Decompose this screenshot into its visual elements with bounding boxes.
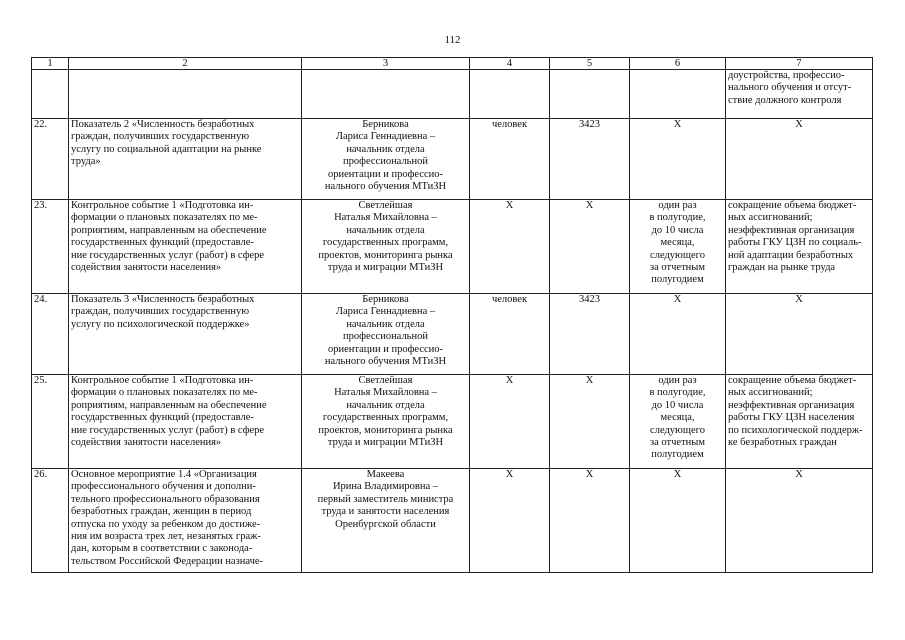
text-line: X	[795, 119, 803, 130]
continuation-row	[32, 70, 873, 119]
text-line: роприятиям, направленным на обеспечение	[71, 224, 267, 236]
text-line: Берникова	[362, 119, 409, 130]
consequences-cell	[726, 200, 873, 294]
text-line: Основное мероприятие 1.4 «Организация	[71, 469, 257, 480]
text-line: неэффективная организация	[728, 224, 855, 236]
row-number-cell: 23.	[32, 200, 69, 294]
text-line: Показатель 3 «Численность безработных	[71, 294, 255, 305]
text-line: ние государственных услуг (работ) в сфере	[71, 249, 265, 261]
text-line: нального обучения и отсут-	[728, 82, 852, 94]
text-line: Показатель 2 «Численность безработных	[71, 119, 255, 130]
text-line: государственных функций (предоставле-	[71, 237, 254, 249]
text-line: X	[673, 294, 682, 305]
text-line: безработных граждан, женщин в период	[71, 506, 252, 518]
value-cell: X	[550, 469, 630, 573]
text-line: ориентации и профессио-	[327, 343, 444, 355]
text-line: профессиональной	[343, 331, 428, 343]
activity-name-cell	[69, 200, 302, 294]
text-line: труда и миграции МТиЗН	[327, 262, 444, 274]
text-line: работы ГКУ ЦЗН по социаль-	[728, 237, 862, 249]
text-line: X	[795, 469, 803, 480]
responsible-cell	[302, 375, 470, 469]
text-line: формации о плановых показателях по ме-	[71, 212, 258, 224]
text-line: нального обучения МТиЗН	[324, 356, 447, 368]
text-line: труда и занятости населения	[321, 506, 450, 518]
text-line: ния им возраста трех лет, незанятых граж-	[71, 531, 261, 543]
text-line: Оренбургской области	[335, 518, 436, 530]
text-line: Лариса Геннадиевна –	[335, 131, 436, 143]
text-line: по психологической поддерж-	[728, 424, 863, 436]
cell-empty	[550, 70, 630, 119]
consequences-cell	[726, 375, 873, 469]
text-line: проектов, мониторинга рынка	[318, 249, 453, 261]
table-row	[32, 469, 873, 573]
consequences-cell	[726, 294, 873, 375]
text-line: X	[795, 294, 803, 305]
text-line: следующего	[650, 424, 705, 436]
text-line: полугодием	[651, 274, 704, 286]
text-line: ние государственных услуг (работ) в сфере	[71, 424, 265, 436]
text-line: начальник отдела	[346, 143, 425, 155]
text-line: Контрольное событие 1 «Подготовка ин-	[71, 375, 254, 386]
text-line: Контрольное событие 1 «Подготовка ин-	[71, 200, 254, 211]
text-line: первый заместитель министра	[317, 493, 454, 505]
text-line: государственных программ,	[322, 237, 449, 249]
period-cell	[630, 469, 726, 573]
text-line: роприятиям, направленным на обеспечение	[71, 399, 267, 411]
table-row	[32, 119, 873, 200]
text-line: один раз	[658, 375, 697, 386]
row-number-cell: 22.	[32, 119, 69, 200]
row-number-cell: 25.	[32, 375, 69, 469]
indicators-table	[31, 57, 873, 573]
unit-cell: X	[470, 469, 550, 573]
text-line: следующего	[650, 249, 705, 261]
text-line: работы ГКУ ЦЗН населения	[728, 412, 855, 424]
page-number: 112	[444, 34, 461, 46]
text-line: Ирина Владимировна –	[332, 481, 439, 493]
column-header-7: 7	[726, 58, 873, 70]
column-header-2: 2	[69, 58, 302, 70]
text-line: за отчетным	[650, 262, 705, 274]
text-line: содействия занятости населения»	[71, 262, 222, 274]
period-cell	[630, 294, 726, 375]
cell-empty	[630, 70, 726, 119]
consequences-cell	[726, 119, 873, 200]
row-number-cell: 26.	[32, 469, 69, 573]
unit-cell: X	[470, 200, 550, 294]
unit-cell: человек	[470, 119, 550, 200]
text-line: содействия занятости населения»	[71, 437, 222, 449]
value-cell: 3423	[550, 119, 630, 200]
cell-empty	[470, 70, 550, 119]
text-line: Наталья Михайловна –	[334, 387, 437, 399]
text-line: доустройства, профессио-	[728, 70, 845, 81]
text-line: сокращение объема бюджет-	[728, 200, 857, 211]
text-line: тельством Российской Федерации назначе-	[71, 555, 264, 567]
cell-empty	[69, 70, 302, 119]
text-line: государственных программ,	[322, 412, 449, 424]
table-row	[32, 375, 873, 469]
responsible-cell	[302, 294, 470, 375]
text-line: полугодием	[651, 449, 704, 461]
text-line: Наталья Михайловна –	[334, 212, 437, 224]
text-line: труда и миграции МТиЗН	[327, 437, 444, 449]
text-line: Макеева	[366, 469, 405, 480]
column-header-4: 4	[470, 58, 550, 70]
text-line: ориентации и профессио-	[327, 168, 444, 180]
column-header-6: 6	[630, 58, 726, 70]
text-line: Светлейшая	[358, 375, 413, 386]
text-line: услугу по социальной адаптации на рынке	[71, 143, 262, 155]
text-line: месяца,	[660, 412, 695, 424]
table-row	[32, 294, 873, 375]
responsible-cell	[302, 119, 470, 200]
period-cell	[630, 200, 726, 294]
period-cell	[630, 375, 726, 469]
text-line: профессионального обучения и дополни-	[71, 481, 256, 493]
text-line: нального обучения МТиЗН	[324, 181, 447, 193]
text-line: начальник отдела	[346, 399, 425, 411]
text-line: в полугодие,	[649, 387, 706, 399]
column-header-3: 3	[302, 58, 470, 70]
text-line: граждан, получивших государственную	[71, 131, 250, 143]
row-number-cell: 24.	[32, 294, 69, 375]
text-line: Лариса Геннадиевна –	[335, 306, 436, 318]
text-line: один раз	[658, 200, 697, 211]
text-line: граждан, получивших государственную	[71, 306, 250, 318]
value-cell: X	[550, 375, 630, 469]
text-line: Светлейшая	[358, 200, 413, 211]
period-cell	[630, 119, 726, 200]
text-line: труда»	[71, 156, 101, 168]
value-cell: 3423	[550, 294, 630, 375]
unit-cell: X	[470, 375, 550, 469]
responsible-cell	[302, 469, 470, 573]
activity-name-cell	[69, 119, 302, 200]
table-row	[32, 200, 873, 294]
text-line: X	[673, 119, 682, 130]
text-line: до 10 числа	[651, 399, 704, 411]
text-line: до 10 числа	[651, 224, 704, 236]
text-line: профессиональной	[343, 156, 428, 168]
text-line: услугу по психологической поддержке»	[71, 318, 250, 330]
consequences-cell	[726, 469, 873, 573]
activity-name-cell	[69, 469, 302, 573]
text-line: дан, которым в соответствии с законода-	[71, 543, 253, 555]
text-line: сокращение объема бюджет-	[728, 375, 857, 386]
text-line: начальник отдела	[346, 224, 425, 236]
text-line: в полугодие,	[649, 212, 706, 224]
text-line: государственных функций (предоставле-	[71, 412, 254, 424]
text-line: тельного профессионального образования	[71, 493, 260, 505]
text-line: проектов, мониторинга рынка	[318, 424, 453, 436]
responsible-cell	[302, 200, 470, 294]
column-header-row	[32, 58, 873, 70]
cell-empty	[32, 70, 69, 119]
text-line: ных ассигнований;	[728, 387, 813, 399]
text-line: Берникова	[362, 294, 409, 305]
consequences-cell	[726, 70, 873, 119]
text-line: X	[673, 469, 682, 480]
unit-cell: человек	[470, 294, 550, 375]
value-cell: X	[550, 200, 630, 294]
text-line: месяца,	[660, 237, 695, 249]
text-line: ке безработных граждан	[728, 437, 837, 449]
text-line: граждан на рынке труда	[728, 262, 836, 274]
activity-name-cell	[69, 375, 302, 469]
text-line: ствие должного контроля	[728, 94, 842, 106]
text-line: формации о плановых показателях по ме-	[71, 387, 258, 399]
cell-empty	[302, 70, 470, 119]
text-line: за отчетным	[650, 437, 705, 449]
text-line: ных ассигнований;	[728, 212, 813, 224]
column-header-1: 1	[32, 58, 69, 70]
activity-name-cell	[69, 294, 302, 375]
text-line: неэффективная организация	[728, 399, 855, 411]
text-line: ной адаптации безработных	[728, 249, 854, 261]
text-line: отпуска по уходу за ребенком до достиже-	[71, 518, 261, 530]
column-header-5: 5	[550, 58, 630, 70]
text-line: начальник отдела	[346, 318, 425, 330]
